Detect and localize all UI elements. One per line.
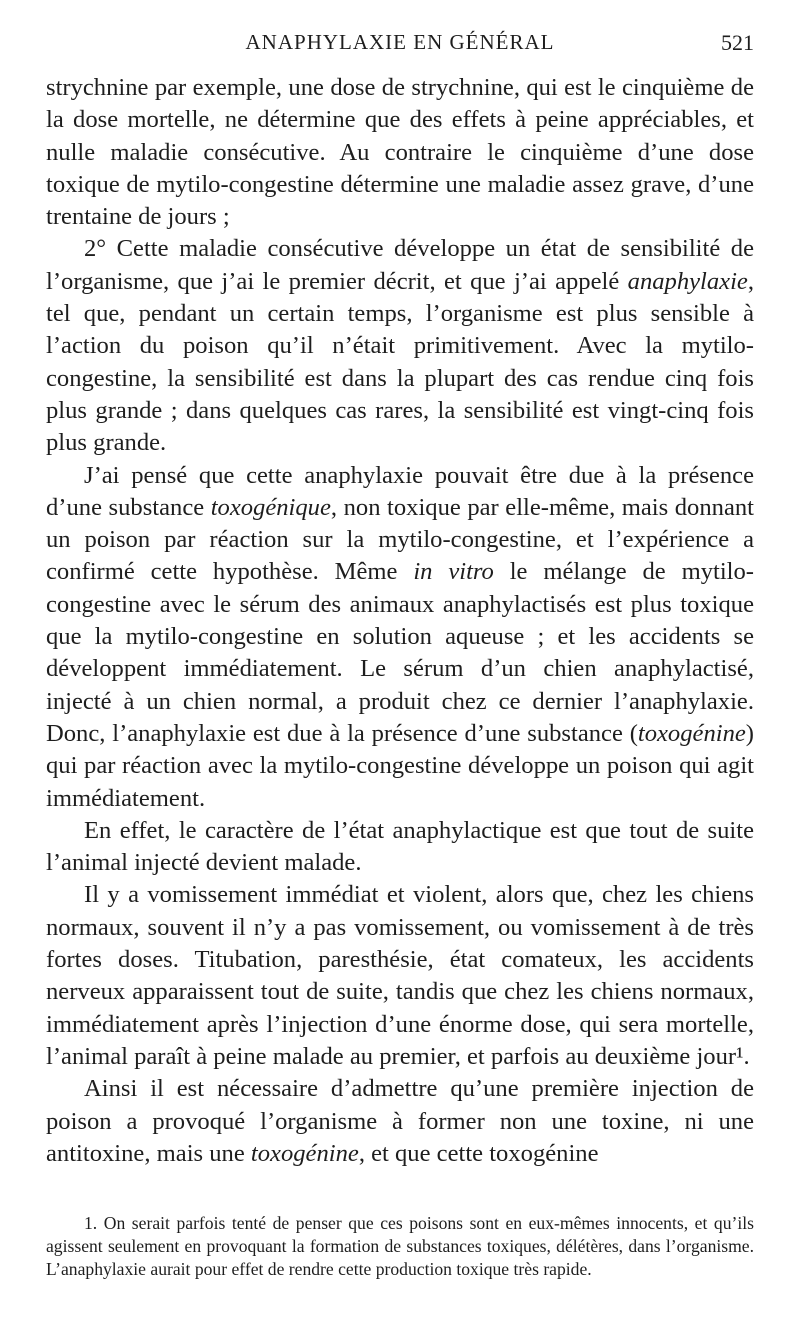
text-run: , tel que, pendant un certain temps, l’organisme est plus sensible à l’action du poison qu’il n’était primitivement. Avec la mytilo-congestine, la sensibilité est dans la plupart des cas rendue cinq fois plus grande ; dans quelques cas rares, la sensibilité est vingt-cinq fois plus grande. — [46, 267, 754, 457]
page-header — [46, 30, 754, 62]
italic-term: toxogénine — [250, 1139, 359, 1167]
text-run: le mélange de mytilo-congestine avec le sérum des animaux anaphylactisés est plus toxique que la mytilo-congestine en solution aqueuse ; et les accidents se développent immédiatement. Le sérum d’un chien anaphylactisé, injecté à un chien normal, a produit chez ce dernier l’anaphylaxie. Donc, l’anaphylaxie est due à la présence d’une substance ( — [46, 558, 754, 747]
text-run: Ainsi il est nécessaire d’admettre qu’une première injection de poison a provoqué l’organisme à former non une toxine, ni une antitoxine, mais une — [46, 1075, 754, 1167]
text-run: J’ai pensé que cette anaphylaxie pouvait être due à la présence d’une substance — [46, 461, 754, 521]
running-head: ANAPHYLAXIE EN GÉNÉRAL — [245, 30, 555, 54]
text-run: strychnine par exemple, une dose de strychnine, qui est le cinquième de la dose mortelle, ne détermine que des effets à peine appréciables, et nulle maladie consécutive. Au contraire le cinquième d’une dose toxique de mytilo-congestine détermine une maladie assez grave, d’une trentaine de jours ; — [46, 74, 754, 231]
page-number: 521 — [721, 30, 754, 55]
text-run: En effet, le caractère de l’état anaphylactique est que tout de suite l’animal injecté devient malade. — [46, 816, 754, 877]
paragraph — [46, 1073, 754, 1170]
paragraph — [46, 460, 754, 815]
paragraph — [46, 233, 754, 459]
text-run: , non toxique par elle-même, mais donnant un poison par réaction sur la mytilo-congestine, et l’expérience a confirmé cette hypothèse. Même — [46, 493, 754, 586]
body-text — [46, 72, 754, 1170]
italic-term: toxogénine — [637, 719, 746, 747]
paragraph — [46, 815, 754, 880]
text-run: ) qui par réaction avec la mytilo-congestine développe un poison qui agit immédiatement. — [46, 719, 754, 812]
text-run: , et que cette toxogénine — [358, 1139, 599, 1167]
italic-term: in vitro — [413, 558, 494, 586]
italic-term: toxogénique — [210, 493, 331, 521]
italic-term: anaphylaxie — [627, 267, 748, 295]
paragraph — [46, 879, 754, 1073]
paragraph — [46, 72, 754, 233]
text-run: Il y a vomissement immédiat et violent, alors que, chez les chiens normaux, souvent il n’y a pas vomissement, ou vomissement à de très fortes doses. Titubation, paresthésie, état comateux, les accidents nerveux apparaissent tout de suite, tandis que chez les chiens normaux, immédiatement après l’injection d’une énorme dose, qui sera mortelle, l’animal paraît à peine malade au premier, et parfois au deuxième jour¹. — [46, 881, 754, 1070]
footnote: 1. On serait parfois tenté de penser que ces poisons sont en eux-mêmes innocents, et qu’ils agissent seulement en provoquant la formation de substances toxiques, délétères, dans l’organisme. L’anaphylaxie aurait pour effet de rendre cette production toxique très rapide. — [46, 1213, 754, 1279]
footnotes — [46, 1212, 754, 1281]
text-run: 2° Cette maladie consécutive développe un état de sensibilité de l’organisme, que j’ai le premier décrit, et que j’ai appelé — [46, 235, 754, 295]
